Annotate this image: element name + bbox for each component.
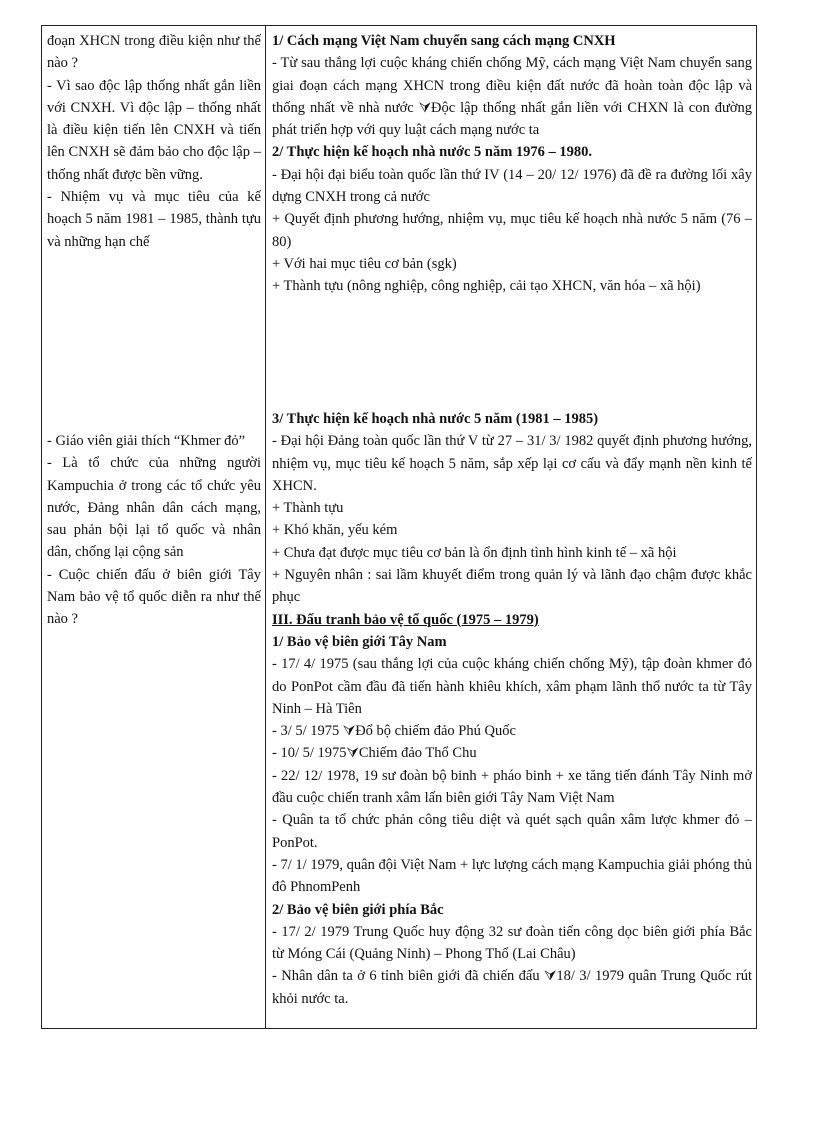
left-block-2 xyxy=(47,430,261,631)
content-line: - 10/ 5/ 1975⮛Chiếm đảo Thổ Chu xyxy=(272,745,477,762)
left-paragraph: - Cuộc chiến đấu ở biên giới Tây Nam bảo vệ tổ quốc diễn ra như thế nào ? xyxy=(47,566,261,628)
content-line: + Với hai mục tiêu cơ bản (sgk) xyxy=(272,255,457,272)
part-heading: III. Đấu tranh bảo vệ tổ quốc (1975 – 1979) xyxy=(272,611,539,628)
content-line: - Đại hội đại biểu toàn quốc lần thứ IV (14 – 20/ 12/ 1976) đã đề ra đường lối xây dựng CNXH trong cả nước xyxy=(272,166,752,206)
content-line: - Nhân dân ta ở 6 tỉnh biên giới đã chiến đấu ⮛18/ 3/ 1979 quân Trung Quốc rút khỏi nước ta. xyxy=(272,968,752,1007)
content-line: + Chưa đạt được mục tiêu cơ bản là ổn định tình hình kinh tế – xã hội xyxy=(272,544,677,561)
content-line: - Đại hội Đảng toàn quốc lần thứ V từ 27 – 31/ 3/ 1982 quyết định phương hướng, nhiệm vụ, mục tiêu kế hoạch 5 năm, sắp xếp lại cơ cấu và đẩy mạnh nền kinh tế XHCN. xyxy=(272,433,752,494)
content-line: - 17/ 4/ 1975 (sau thắng lợi của cuộc kháng chiến chống Mỹ), tập đoàn khmer đỏ do PonPot cầm đầu đã tiến hành khiêu khích, xâm phạm lãnh thổ nước ta từ Tây Ninh – Hà Tiên xyxy=(272,656,752,717)
section-heading: 1/ Cách mạng Việt Nam chuyển sang cách mạng CNXH xyxy=(272,33,616,49)
left-paragraph: - Vì sao độc lập thống nhất gắn liền với CNXH. Vì độc lập – thống nhất là điều kiện tiến lên CNXH và tiến lên CNXH sẽ đảm bảo cho độc lập – thống nhất được bền vững. xyxy=(47,77,261,183)
section-heading: 2/ Bảo vệ biên giới phía Bắc xyxy=(272,901,444,918)
column-divider xyxy=(265,26,266,1028)
content-line: - 3/ 5/ 1975 ⮛Đổ bộ chiếm đảo Phú Quốc xyxy=(272,723,516,740)
left-paragraph: - Giáo viên giải thích “Khmer đỏ” xyxy=(47,433,246,449)
lesson-table xyxy=(41,25,757,1029)
content-line: + Quyết định phương hướng, nhiệm vụ, mục tiêu kế hoạch nhà nước 5 năm (76 – 80) xyxy=(272,211,752,250)
section-heading: 3/ Thực hiện kế hoạch nhà nước 5 năm (1981 – 1985) xyxy=(272,411,599,427)
content-line: + Thành tựu (nông nghiệp, công nghiệp, cải tạo XHCN, văn hóa – xã hội) xyxy=(272,278,701,295)
section-heading: 2/ Thực hiện kế hoạch nhà nước 5 năm 1976 – 1980. xyxy=(272,144,593,161)
section-heading: 1/ Bảo vệ biên giới Tây Nam xyxy=(272,633,447,650)
content-line: - 7/ 1/ 1979, quân đội Việt Nam + lực lượng cách mạng Kampuchia giải phóng thủ đô PhnomPenh xyxy=(272,856,752,896)
content-line: + Nguyên nhân : sai lầm khuyết điểm trong quản lý và lãnh đạo chậm được khắc phục xyxy=(272,567,752,606)
right-block-1 xyxy=(272,30,752,298)
content-line: - Quân ta tổ chức phản công tiêu diệt và quét sạch quân xâm lược khmer đỏ – PonPot. xyxy=(272,812,752,851)
left-paragraph: - Nhiệm vụ và mục tiêu của kế hoạch 5 năm 1981 – 1985, thành tựu và những hạn chế xyxy=(47,189,261,250)
content-line: - 17/ 2/ 1979 Trung Quốc huy động 32 sư đoàn tiến công dọc biên giới phía Bắc từ Móng Cái (Quảng Ninh) – Phong Thổ (Lai Châu) xyxy=(272,923,752,963)
right-block-2 xyxy=(272,408,752,1010)
left-paragraph: - Là tổ chức của những người Kampuchia ở trong các tổ chức yêu nước, Đảng nhân dân cách mạng, sau phản bội lại tổ quốc và nhân dân, chống lại cộng sản xyxy=(47,455,261,561)
left-paragraph: đoạn XHCN trong điều kiện như thế nào ? xyxy=(47,33,261,72)
content-line: - Từ sau thắng lợi cuộc kháng chiến chống Mỹ, cách mạng Việt Nam chuyển sang giai đoạn cách mạng XHCN trong điều kiện đất nước đã hoàn toàn độc lập và thống nhất về nhà nước ⮛Độc lập thống nhất gắn liền với CHXN là con đường phát triển hợp với quy luật cách mạng nước ta xyxy=(272,55,752,139)
content-line: + Thành tựu xyxy=(272,500,344,517)
content-line: - 22/ 12/ 1978, 19 sư đoàn bộ binh + pháo binh + xe tăng tiến đánh Tây Ninh mở đầu cuộc chiến tranh xâm lấn biên giới Tây Nam Việt Nam xyxy=(272,767,752,807)
content-line: + Khó khăn, yếu kém xyxy=(272,522,398,539)
left-block-1 xyxy=(47,30,261,253)
